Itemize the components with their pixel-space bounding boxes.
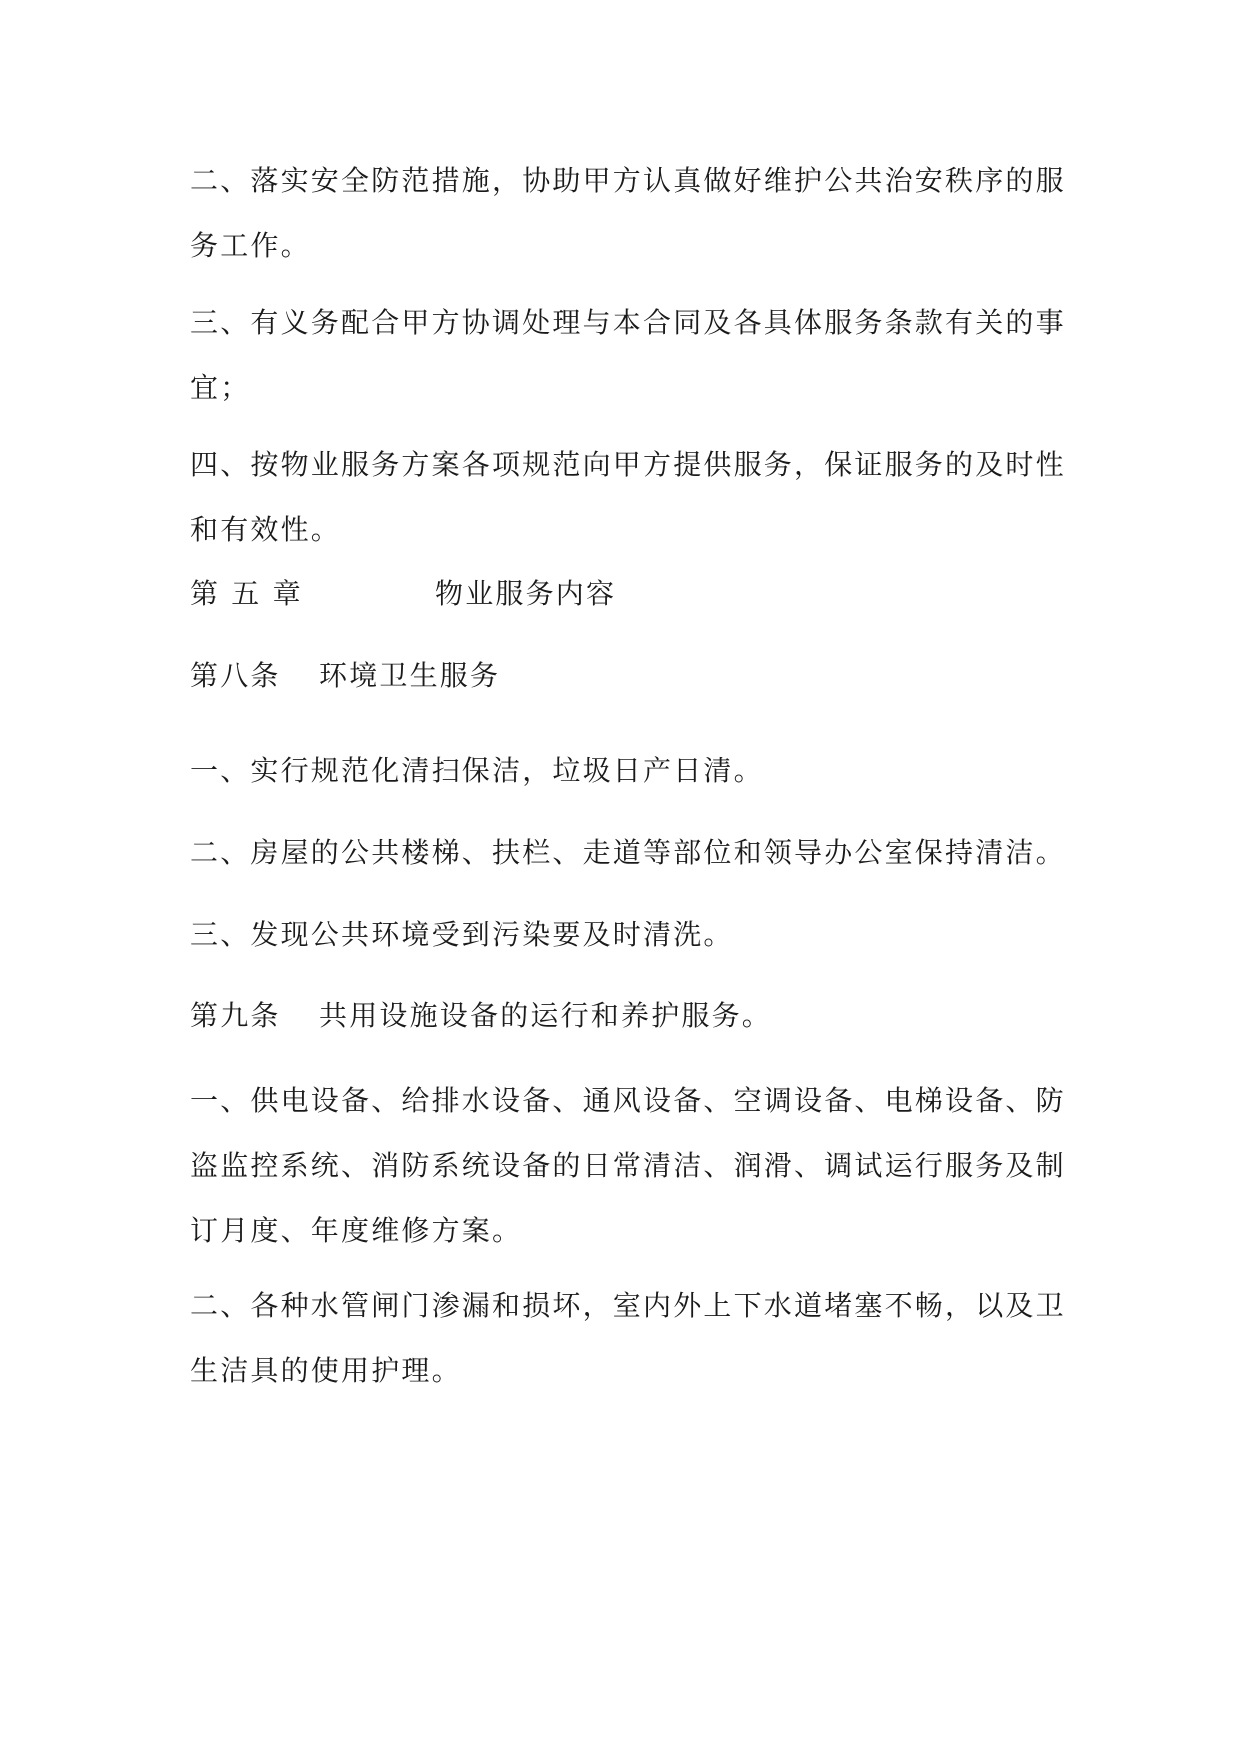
article-8-title: 环境卫生服务 [319, 659, 501, 692]
article-8-item-3 [190, 902, 1052, 967]
paragraph-coordination-duty [190, 290, 1066, 420]
article-9-number: 第九条 [190, 999, 281, 1032]
article-9-item-1 [190, 1068, 1066, 1263]
article-8-item-2 [190, 820, 1066, 885]
article-9-heading [190, 996, 772, 1036]
text-line: 和有效性。 [190, 513, 342, 546]
text-line: 三、发现公共环境受到污染要及时清洗。 [190, 918, 734, 951]
text-line: 二、房屋的公共楼梯、扶栏、走道等部位和领导办公室保持清洁。 [190, 836, 1066, 869]
article-9-title: 共用设施设备的运行和养护服务。 [319, 999, 773, 1032]
article-8-item-1 [190, 738, 1052, 803]
chapter-heading [190, 574, 616, 614]
text-line: 订月度、年度维修方案。 [190, 1214, 523, 1247]
chapter-number: 第 五 章 [190, 577, 303, 610]
text-line: 一、供电设备、给排水设备、通风设备、空调设备、电梯设备、防 [190, 1084, 1066, 1117]
text-line: 三、有义务配合甲方协调处理与本合同及各具体服务条款有关的事 [190, 306, 1066, 339]
text-line: 四、按物业服务方案各项规范向甲方提供服务，保证服务的及时性 [190, 448, 1066, 481]
text-line: 一、实行规范化清扫保洁，垃圾日产日清。 [190, 754, 764, 787]
article-8-heading [190, 656, 500, 696]
text-line: 二、各种水管闸门渗漏和损坏，室内外上下水道堵塞不畅，以及卫 [190, 1289, 1066, 1322]
article-8-number: 第八条 [190, 659, 281, 692]
text-line: 宜； [190, 371, 251, 404]
text-line: 二、落实安全防范措施，协助甲方认真做好维护公共治安秩序的服 [190, 164, 1066, 197]
text-line: 务工作。 [190, 229, 311, 262]
paragraph-service-standards [190, 432, 1066, 562]
chapter-title: 物业服务内容 [435, 577, 617, 610]
text-line: 盗监控系统、消防系统设备的日常清洁、润滑、调试运行服务及制 [190, 1149, 1066, 1182]
paragraph-security-measures [190, 148, 1066, 278]
text-line: 生洁具的使用护理。 [190, 1354, 462, 1387]
article-9-item-2 [190, 1273, 1066, 1403]
